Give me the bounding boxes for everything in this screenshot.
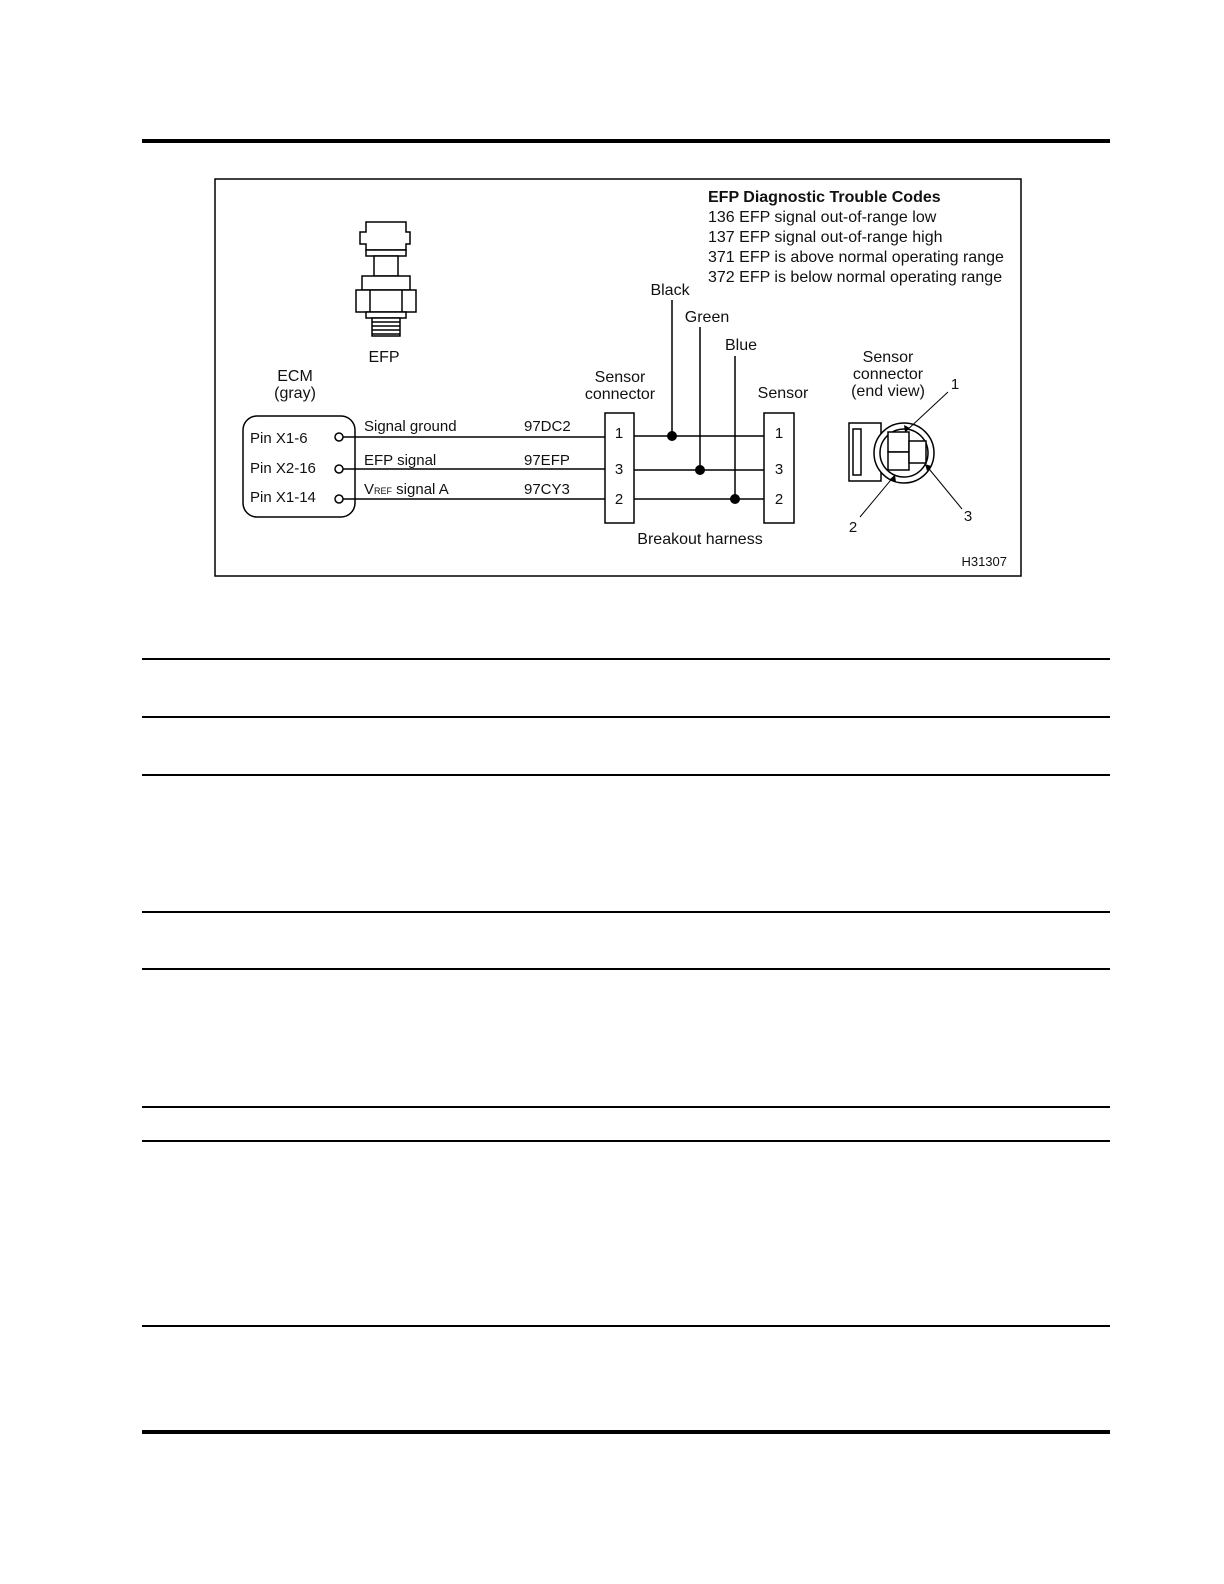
end-view-label: Sensor bbox=[862, 349, 914, 366]
signal-name: Signal ground bbox=[364, 418, 457, 435]
end-view-label: connector bbox=[852, 366, 924, 383]
ecm-pin-terminal bbox=[335, 495, 343, 503]
sensor-pin-number: 1 bbox=[774, 425, 784, 442]
signal-name: VREF signal A bbox=[364, 481, 449, 498]
sensor-connector-label: Sensor bbox=[594, 369, 646, 386]
dtc-code: 372 EFP is below normal operating range bbox=[708, 269, 1003, 286]
ecm-pin-label: Pin X2-16 bbox=[250, 460, 316, 477]
splice-dot bbox=[730, 494, 740, 504]
dtc-code: 371 EFP is above normal operating range bbox=[708, 249, 1004, 266]
ecm-pin-label: Pin X1-14 bbox=[250, 489, 316, 506]
figure-id: H31307 bbox=[961, 554, 1007, 569]
wire-color-label: Green bbox=[684, 309, 730, 326]
end-view-pin-label: 1 bbox=[950, 376, 960, 393]
ecm-pin-terminal bbox=[335, 465, 343, 473]
ecm-pin-terminal bbox=[335, 433, 343, 441]
circuit-code: 97CY3 bbox=[524, 481, 570, 498]
end-view-pin-label: 2 bbox=[848, 519, 858, 536]
connector-end-view-drawing bbox=[849, 423, 934, 483]
dtc-title: EFP Diagnostic Trouble Codes bbox=[708, 189, 941, 206]
signal-name: EFP signal bbox=[364, 452, 437, 469]
ecm-pin-label: Pin X1-6 bbox=[250, 430, 308, 447]
efp-label: EFP bbox=[368, 349, 400, 366]
end-view-label: (end view) bbox=[851, 383, 925, 400]
circuit-code: 97DC2 bbox=[524, 418, 571, 435]
connector-pin-number: 1 bbox=[614, 425, 624, 442]
sensor-label: Sensor bbox=[757, 385, 809, 402]
wire-color-label: Black bbox=[650, 282, 690, 299]
connector-pin-number: 3 bbox=[614, 461, 624, 478]
ecm-label: ECM bbox=[277, 368, 313, 385]
dtc-code: 137 EFP signal out-of-range high bbox=[708, 229, 943, 246]
sensor-pin-number: 3 bbox=[774, 461, 784, 478]
circuit-code: 97EFP bbox=[524, 452, 570, 469]
wire-color-label: Blue bbox=[724, 337, 758, 354]
breakout-harness-label: Breakout harness bbox=[637, 531, 763, 548]
dtc-code: 136 EFP signal out-of-range low bbox=[708, 209, 937, 226]
connector-pin-number: 2 bbox=[614, 491, 624, 508]
end-view-pin-label: 3 bbox=[963, 508, 973, 525]
splice-dot bbox=[667, 431, 677, 441]
sensor-connector-sublabel: connector bbox=[584, 386, 656, 403]
ecm-sublabel: (gray) bbox=[274, 385, 316, 402]
sensor-pin-number: 2 bbox=[774, 491, 784, 508]
splice-dot bbox=[695, 465, 705, 475]
